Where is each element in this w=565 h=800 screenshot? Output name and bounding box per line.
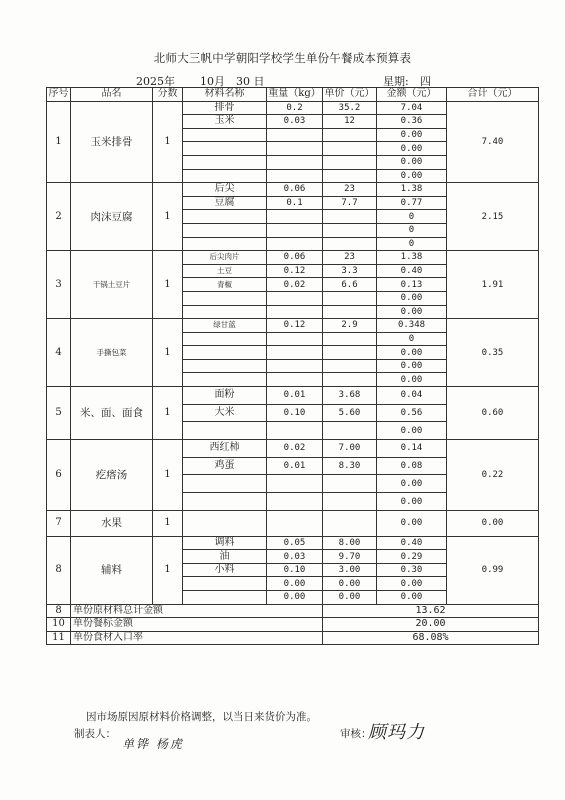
unit-price-cell — [323, 210, 377, 224]
summary-number: 11 — [47, 631, 71, 645]
weight-cell: 0.06 — [267, 183, 323, 197]
dish-name: 辅料 — [71, 536, 153, 604]
summary-row — [47, 604, 539, 618]
material-name: 豆腐 — [183, 196, 267, 210]
amount-cell: 0.77 — [377, 196, 447, 210]
weight-cell: 0.10 — [267, 404, 323, 422]
amount-cell: 0.29 — [377, 550, 447, 564]
material-name — [183, 128, 267, 142]
weight-cell: 0.03 — [267, 115, 323, 129]
unit-price-cell — [323, 332, 377, 346]
audit-label: 审核： — [340, 728, 372, 740]
table-row — [47, 251, 539, 265]
unit-price-cell — [323, 142, 377, 156]
unit-price-cell — [323, 155, 377, 169]
weight-cell: 0.00 — [267, 591, 323, 605]
dish-total: 7.40 — [447, 101, 539, 183]
weight-cell: 0.00 — [267, 577, 323, 591]
unit-price-cell — [323, 359, 377, 373]
summary-label: 单份餐标金额 — [71, 618, 323, 632]
audit-signature: 顾玛力 — [368, 722, 425, 743]
weight-cell — [267, 237, 323, 251]
table-row — [47, 101, 539, 115]
unit-price-cell: 7.7 — [323, 196, 377, 210]
weight-cell: 0.10 — [267, 563, 323, 577]
weight-cell — [267, 223, 323, 237]
dish-name: 肉沫豆腐 — [71, 183, 153, 251]
material-name — [183, 142, 267, 156]
summary-rows — [47, 604, 539, 645]
weight-cell: 0.02 — [267, 439, 323, 457]
amount-cell: 0.40 — [377, 264, 447, 278]
dish-total: 1.91 — [447, 251, 539, 319]
weight-cell: 0.03 — [267, 550, 323, 564]
dish-total: 0.00 — [447, 511, 539, 537]
weight-cell: 0.01 — [267, 457, 323, 475]
unit-price-cell: 5.60 — [323, 404, 377, 422]
dish-qty: 1 — [153, 387, 183, 440]
dish-qty: 1 — [153, 101, 183, 183]
unit-price-cell — [323, 237, 377, 251]
dish-qty: 1 — [153, 511, 183, 537]
summary-number: 10 — [47, 618, 71, 632]
material-name: 调料 — [183, 536, 267, 550]
weight-cell: 0.12 — [267, 319, 323, 333]
amount-cell: 0.30 — [377, 563, 447, 577]
dish-name: 干锅土豆片 — [71, 251, 153, 319]
unit-price-cell — [323, 305, 377, 319]
week-value: 四 — [420, 75, 431, 88]
weight-cell — [267, 305, 323, 319]
dish-qty: 1 — [153, 183, 183, 251]
amount-cell: 1.38 — [377, 183, 447, 197]
header-cell: 品名 — [71, 88, 153, 102]
material-name: 后尖 — [183, 183, 267, 197]
unit-price-cell — [323, 346, 377, 360]
weight-cell: 0.06 — [267, 251, 323, 265]
summary-row — [47, 618, 539, 632]
material-name — [183, 210, 267, 224]
dish-total: 0.99 — [447, 536, 539, 604]
dish-qty: 1 — [153, 536, 183, 604]
weight-cell — [267, 475, 323, 493]
unit-price-cell: 9.70 — [323, 550, 377, 564]
material-name: 排骨 — [183, 101, 267, 115]
amount-cell: 0.40 — [377, 536, 447, 550]
amount-cell: 0.00 — [377, 291, 447, 305]
weight-cell: 0.02 — [267, 278, 323, 292]
amount-cell: 0.348 — [377, 319, 447, 333]
weight-cell — [267, 373, 323, 387]
material-name — [183, 373, 267, 387]
dish-number: 4 — [47, 319, 71, 387]
weight-cell: 0.01 — [267, 387, 323, 405]
amount-cell: 0.13 — [377, 278, 447, 292]
header-cell: 金额（元） — [377, 88, 447, 102]
amount-cell: 0 — [377, 237, 447, 251]
amount-cell: 0.00 — [377, 422, 447, 440]
dish-name: 水果 — [71, 511, 153, 537]
dish-qty: 1 — [153, 319, 183, 387]
dish-number: 3 — [47, 251, 71, 319]
amount-cell: 0.00 — [377, 591, 447, 605]
dish-name: 疙瘩汤 — [71, 439, 153, 510]
amount-cell: 0.04 — [377, 387, 447, 405]
unit-price-cell: 3.00 — [323, 563, 377, 577]
weight-cell: 0.05 — [267, 536, 323, 550]
page-title: 北师大三帆中学朝阳学校学生单份午餐成本预算表 — [153, 51, 412, 65]
table-row — [47, 387, 539, 405]
unit-price-cell: 0.00 — [323, 591, 377, 605]
unit-price-cell — [323, 475, 377, 493]
unit-price-cell: 8.30 — [323, 457, 377, 475]
dish-rows — [47, 101, 539, 604]
material-name — [183, 155, 267, 169]
material-name — [183, 346, 267, 360]
amount-cell: 0.00 — [377, 511, 447, 537]
weight-cell — [267, 359, 323, 373]
material-name: 玉米 — [183, 115, 267, 129]
dish-name: 米、面、面食 — [71, 387, 153, 440]
summary-number: 8 — [47, 604, 71, 618]
header-cell: 材料名称 — [183, 88, 267, 102]
material-name — [183, 169, 267, 183]
material-name — [183, 493, 267, 511]
maker-label: 制表人： — [74, 728, 116, 740]
material-name — [183, 237, 267, 251]
dish-total: 2.15 — [447, 183, 539, 251]
unit-price-cell: 2.9 — [323, 319, 377, 333]
weight-cell: 0.12 — [267, 264, 323, 278]
weight-cell — [267, 422, 323, 440]
amount-cell: 0.56 — [377, 404, 447, 422]
amount-cell: 0.00 — [377, 577, 447, 591]
dish-number: 5 — [47, 387, 71, 440]
amount-cell: 0.00 — [377, 155, 447, 169]
material-name: 绿甘蓝 — [183, 319, 267, 333]
maker-signature: 单铧 杨虎 — [122, 737, 184, 751]
summary-row — [47, 631, 539, 645]
header-cell: 单价（元） — [324, 88, 375, 100]
amount-cell: 0.00 — [377, 305, 447, 319]
table-row — [47, 183, 539, 197]
unit-price-cell: 6.6 — [323, 278, 377, 292]
date-year: 2025年 — [136, 75, 175, 88]
material-name — [183, 511, 267, 537]
unit-price-cell — [323, 373, 377, 387]
unit-price-cell — [323, 291, 377, 305]
header-cell: 重量（kg） — [268, 88, 321, 100]
amount-cell: 0.00 — [377, 359, 447, 373]
cost-table — [46, 87, 539, 645]
material-name — [183, 422, 267, 440]
unit-price-cell — [323, 511, 377, 537]
summary-label: 单份原材料总计金额 — [71, 604, 323, 618]
week-label: 星期: — [383, 75, 409, 88]
amount-cell: 1.38 — [377, 251, 447, 265]
unit-price-cell: 35.2 — [323, 101, 377, 115]
material-name: 小料 — [183, 563, 267, 577]
material-name: 鸡蛋 — [183, 457, 267, 475]
dish-total: 0.60 — [447, 387, 539, 440]
material-name — [183, 359, 267, 373]
dish-total: 0.22 — [447, 439, 539, 510]
unit-price-cell — [323, 128, 377, 142]
dish-number: 7 — [47, 511, 71, 537]
weight-cell — [267, 210, 323, 224]
dish-qty: 1 — [153, 251, 183, 319]
amount-cell: 0.00 — [377, 373, 447, 387]
unit-price-cell: 7.00 — [323, 439, 377, 457]
amount-cell: 7.04 — [377, 101, 447, 115]
weight-cell — [267, 128, 323, 142]
summary-value: 68.08% — [323, 631, 539, 645]
amount-cell: 0 — [377, 332, 447, 346]
amount-cell: 0.00 — [377, 169, 447, 183]
summary-value: 13.62 — [323, 604, 539, 618]
material-name — [183, 223, 267, 237]
weight-cell — [267, 511, 323, 537]
table-row — [47, 439, 539, 457]
dish-name: 手撕包菜 — [71, 319, 153, 387]
amount-cell: 0.00 — [377, 475, 447, 493]
price-note: 因市场原因原材料价格调整，以当日来货价为准。 — [86, 711, 317, 723]
dish-name: 玉米排骨 — [71, 101, 153, 183]
material-name — [183, 577, 267, 591]
amount-cell: 0.00 — [377, 128, 447, 142]
weight-cell — [267, 155, 323, 169]
summary-value: 20.00 — [323, 618, 539, 632]
material-name — [183, 591, 267, 605]
material-name — [183, 475, 267, 493]
unit-price-cell: 23 — [323, 251, 377, 265]
material-name: 后尖肉片 — [183, 251, 267, 265]
amount-cell: 0 — [377, 223, 447, 237]
dish-number: 2 — [47, 183, 71, 251]
weight-cell — [267, 332, 323, 346]
summary-label: 单份食材入口率 — [71, 631, 323, 645]
weight-cell — [267, 291, 323, 305]
amount-cell: 0 — [377, 210, 447, 224]
weight-cell — [267, 346, 323, 360]
dish-number: 6 — [47, 439, 71, 510]
unit-price-cell: 8.00 — [323, 536, 377, 550]
amount-cell: 0.00 — [377, 142, 447, 156]
amount-cell: 0.00 — [377, 346, 447, 360]
dish-qty: 1 — [153, 439, 183, 510]
weight-cell — [267, 493, 323, 511]
dish-total: 0.35 — [447, 319, 539, 387]
material-name: 大米 — [183, 404, 267, 422]
amount-cell: 0.08 — [377, 457, 447, 475]
table-row — [47, 511, 539, 537]
weight-cell — [267, 169, 323, 183]
amount-cell: 0.00 — [377, 493, 447, 511]
unit-price-cell — [323, 169, 377, 183]
unit-price-cell — [323, 422, 377, 440]
material-name — [183, 305, 267, 319]
weight-cell: 0.2 — [267, 101, 323, 115]
unit-price-cell — [323, 493, 377, 511]
unit-price-cell: 3.68 — [323, 387, 377, 405]
unit-price-cell — [323, 223, 377, 237]
dish-number: 8 — [47, 536, 71, 604]
material-name — [183, 332, 267, 346]
material-name: 面粉 — [183, 387, 267, 405]
weight-cell: 0.1 — [267, 196, 323, 210]
weight-cell — [267, 142, 323, 156]
header-cell: 序号 — [48, 88, 69, 100]
header-row — [47, 88, 539, 102]
header-cell: 分数 — [153, 88, 183, 102]
material-name: 青椒 — [183, 278, 267, 292]
unit-price-cell: 0.00 — [323, 577, 377, 591]
material-name — [183, 291, 267, 305]
unit-price-cell: 23 — [323, 183, 377, 197]
table-row — [47, 536, 539, 550]
dish-number: 1 — [47, 101, 71, 183]
material-name: 西红柿 — [183, 439, 267, 457]
amount-cell: 0.36 — [377, 115, 447, 129]
date-month: 10月 — [200, 75, 225, 88]
unit-price-cell: 3.3 — [323, 264, 377, 278]
material-name: 土豆 — [183, 264, 267, 278]
table-row — [47, 319, 539, 333]
material-name: 油 — [183, 550, 267, 564]
unit-price-cell: 12 — [323, 115, 377, 129]
date-day: 30 日 — [236, 75, 265, 88]
amount-cell: 0.14 — [377, 439, 447, 457]
header-cell: 合计（元） — [447, 88, 539, 102]
